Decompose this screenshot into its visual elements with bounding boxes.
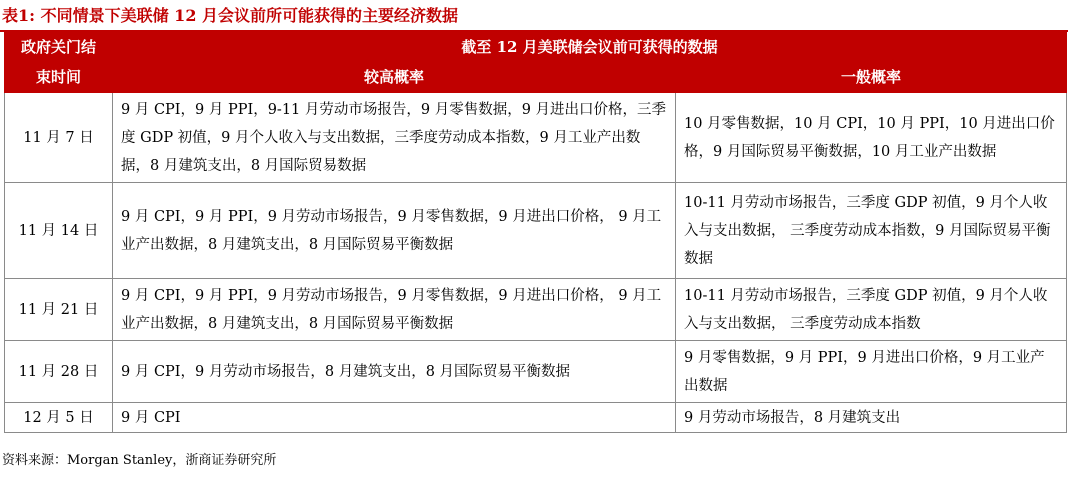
economic-data-table <box>4 32 1067 433</box>
table-row <box>5 403 1067 433</box>
row-high-probability: 9 月 CPI，9 月劳动市场报告，8 月建筑支出，8 月国际贸易平衡数据 <box>113 341 676 403</box>
row-date: 11 月 7 日 <box>5 93 113 183</box>
row-date: 11 月 14 日 <box>5 183 113 279</box>
header-high-probability: 较高概率 <box>113 63 676 93</box>
row-date: 12 月 5 日 <box>5 403 113 433</box>
row-normal-probability: 9 月零售数据，9 月 PPI，9 月进出口价格，9 月工业产出数据 <box>676 341 1067 403</box>
row-date: 11 月 21 日 <box>5 279 113 341</box>
row-high-probability: 9 月 CPI，9 月 PPI，9 月劳动市场报告，9 月零售数据，9 月进出口价格， 9 月工业产出数据，8 月建筑支出，8 月国际贸易平衡数据 <box>113 279 676 341</box>
table-row <box>5 93 1067 183</box>
row-high-probability: 9 月 CPI <box>113 403 676 433</box>
header-available-data: 截至 12 月美联储会议前可获得的数据 <box>113 33 1067 63</box>
row-normal-probability: 10-11 月劳动市场报告，三季度 GDP 初值，9 月个人收入与支出数据， 三季度劳动成本指数，9 月国际贸易平衡数据 <box>676 183 1067 279</box>
row-normal-probability: 10 月零售数据，10 月 CPI，10 月 PPI，10 月进出口价格，9 月国际贸易平衡数据，10 月工业产出数据 <box>676 93 1067 183</box>
table-title: 表1: 不同情景下美联储 12 月会议前所可能获得的主要经济数据 <box>2 6 459 25</box>
table-row <box>5 341 1067 403</box>
row-date: 11 月 28 日 <box>5 341 113 403</box>
table-row <box>5 279 1067 341</box>
row-high-probability: 9 月 CPI，9 月 PPI，9 月劳动市场报告，9 月零售数据，9 月进出口价格， 9 月工业产出数据，8 月建筑支出，8 月国际贸易平衡数据 <box>113 183 676 279</box>
header-close-date-line1: 政府关门结 <box>5 33 113 63</box>
header-normal-probability: 一般概率 <box>676 63 1067 93</box>
row-high-probability: 9 月 CPI，9 月 PPI，9-11 月劳动市场报告，9 月零售数据，9 月进出口价格，三季度 GDP 初值，9 月个人收入与支出数据，三季度劳动成本指数，9 月工业产出数据，8 月建筑支出，8 月国际贸易数据 <box>113 93 676 183</box>
row-normal-probability: 10-11 月劳动市场报告，三季度 GDP 初值，9 月个人收入与支出数据， 三季度劳动成本指数 <box>676 279 1067 341</box>
row-normal-probability: 9 月劳动市场报告，8 月建筑支出 <box>676 403 1067 433</box>
header-close-date-line2: 束时间 <box>5 63 113 93</box>
table-row <box>5 183 1067 279</box>
source-note: 资料来源：Morgan Stanley，浙商证券研究所 <box>2 453 277 468</box>
